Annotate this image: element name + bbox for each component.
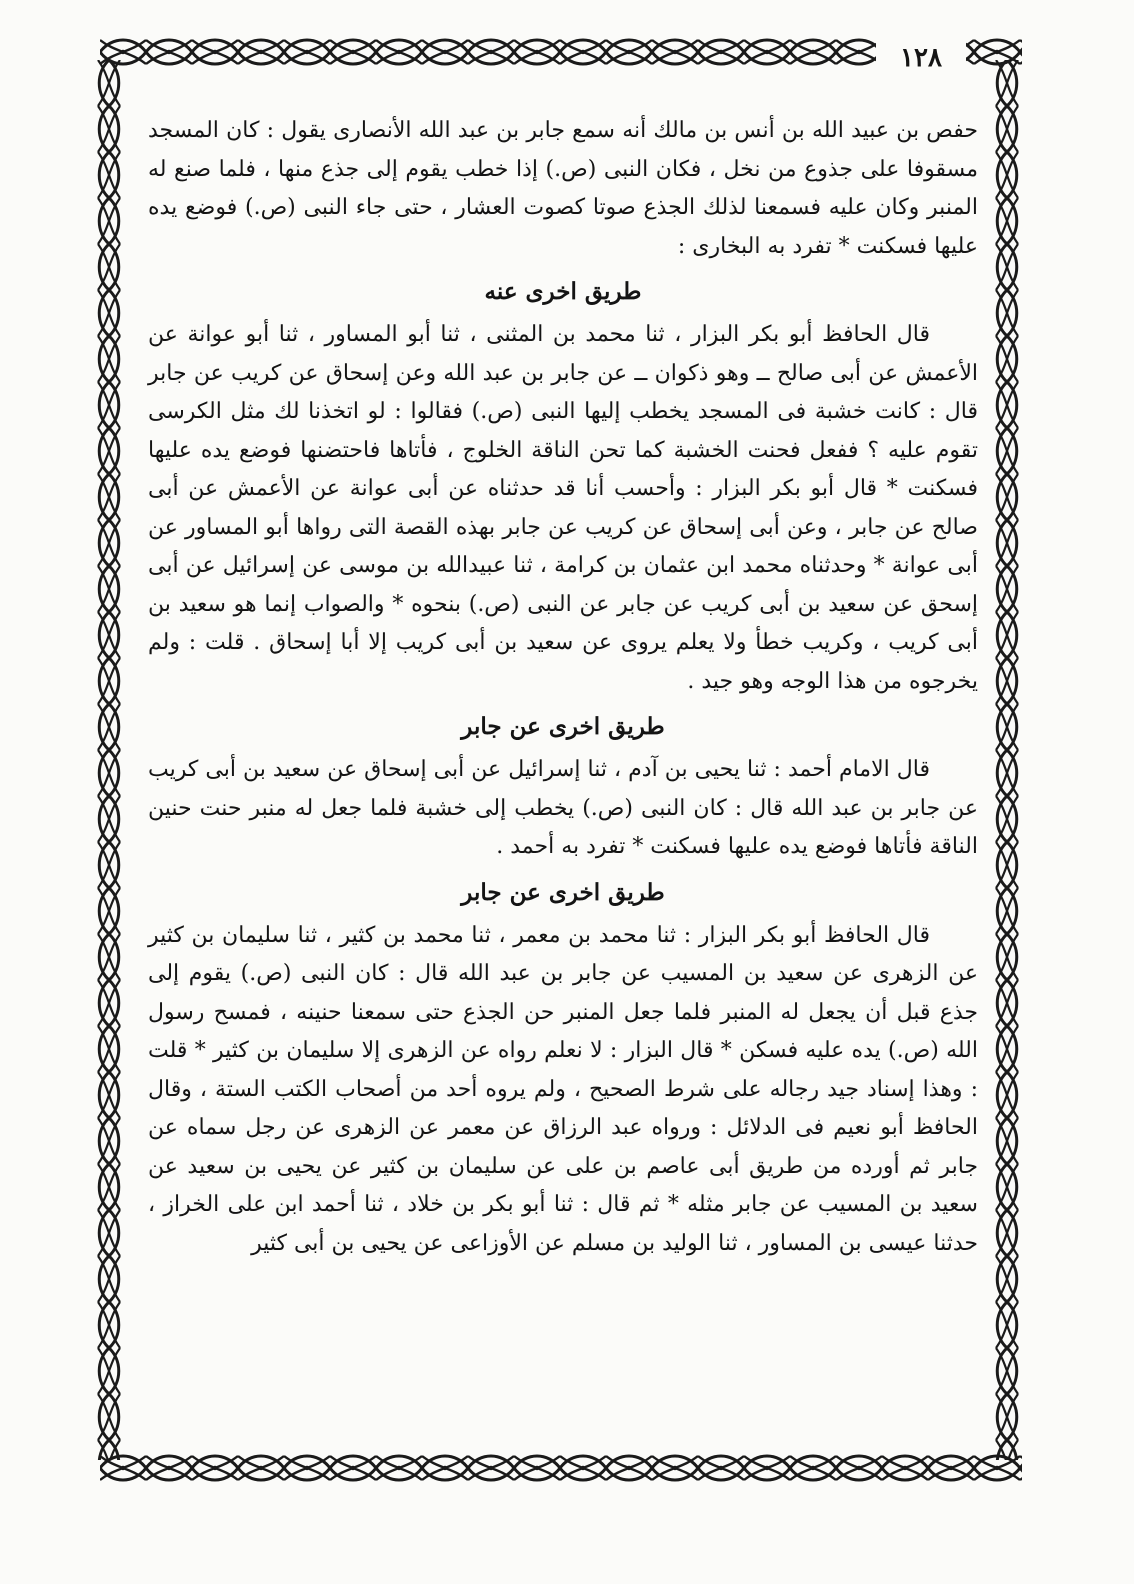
section-heading: طريق اخرى عنه [484, 278, 642, 305]
paragraph: قال الحافظ أبو بكر البزار : ثنا محمد بن معمر ، ثنا محمد بن كثير ، ثنا سليمان بن كثير عن الزهرى عن سعيد بن المسيب عن جابر بن عبد الله قال : كان النبى (ص.) يقوم إلى جذع قبل أن يجعل له المنبر فلما جعل المنبر حن الجذع حتى سمعنا حنينه ، فمسح رسول الله (ص.) يده عليه فسكن * قال البزار : لا نعلم رواه عن الزهرى إلا سليمان بن كثير * قلت : وهذا إسناد جيد رجاله على شرط الصحيح ، ولم يروه أحد من أصحاب الكتب الستة ، وقال الحافظ أبو نعيم فى الدلائل : ورواه عبد الرزاق عن معمر عن الزهرى عن رجل سماه عن جابر ثم أورده من طريق أبى عاصم بن على عن سليمان بن كثير عن يحيى بن سعيد عن سعيد بن المسيب عن جابر مثله * ثم قال : ثنا أبو بكر بن خلاد ، ثنا أحمد ابن على الخراز ، حدثنا عيسى بن المساور ، ثنا الوليد بن مسلم عن الأوزاعى عن يحيى بن أبى كثير [148, 922, 978, 1256]
ornamental-border-right [992, 60, 1022, 1460]
ornamental-border-left [94, 60, 124, 1460]
page-body [148, 112, 978, 1263]
section-heading: طريق اخرى عن جابر [461, 878, 665, 906]
paragraph: قال الحافظ أبو بكر البزار ، ثنا محمد بن المثنى ، ثنا أبو المساور ، ثنا أبو عوانة عن الأعمش عن أبى صالح ــ وهو ذكوان ــ عن جابر بن عبد الله وعن إسحاق عن كريب عن جابر قال : كانت خشبة فى المسجد يخطب إليها النبى (ص.) فقالوا : لو اتخذنا لك مثل الكرسى تقوم عليه ؟ ففعل فحنت الخشبة كما تحن الناقة الخلوج ، فأتاها فاحتضنها فوضع يده عليها فسكنت * قال أبو بكر البزار : وأحسب أنا قد حدثناه عن أبى عوانة عن الأعمش عن أبى صالح عن جابر ، وعن أبى إسحاق عن كريب عن جابر بهذه القصة التى رواها أبو المساور عن أبى عوانة * وحدثناه محمد ابن عثمان بن كرامة ، ثنا عبيدالله بن موسى عن إسرائيل عن أبى إسحق عن سعيد بن أبى كريب عن جابر عن النبى (ص.) بنحوه * والصواب إنما هو سعيد بن أبى كريب ، وكريب خطأ ولا يعلم يروى عن سعيد بن أبى كريب إلا أبا إسحاق . قلت : ولم يخرجوه من هذا الوجه وهو جيد . [148, 322, 978, 694]
section-heading: طريق اخرى عن جابر [461, 713, 665, 740]
ornamental-border-bottom [100, 1446, 1022, 1490]
page-number: ١٢٨ [876, 38, 966, 78]
paragraph: قال الامام أحمد : ثنا يحيى بن آدم ، ثنا إسرائيل عن أبى إسحاق عن سعيد بن أبى كريب عن جابر بن عبد الله قال : كان النبى (ص.) يخطب إلى خشبة فلما جعل له منبر حنت حنين الناقة فأتاها فوضع يده عليها فسكنت * تفرد به أحمد . [148, 757, 978, 859]
paragraph-opening: حفص بن عبيد الله بن أنس بن مالك أنه سمع جابر بن عبد الله الأنصارى يقول : كان المسجد مسقوفا على جذوع من نخل ، فكان النبى (ص.) إذا خطب يقوم إلى جذع منها ، فلما صنع له المنبر وكان عليه فسمعنا لذلك الجذع صوتا كصوت العشار ، حتى جاء النبى (ص.) فوضع يده عليها فسكنت * تفرد به البخارى : [148, 118, 978, 259]
